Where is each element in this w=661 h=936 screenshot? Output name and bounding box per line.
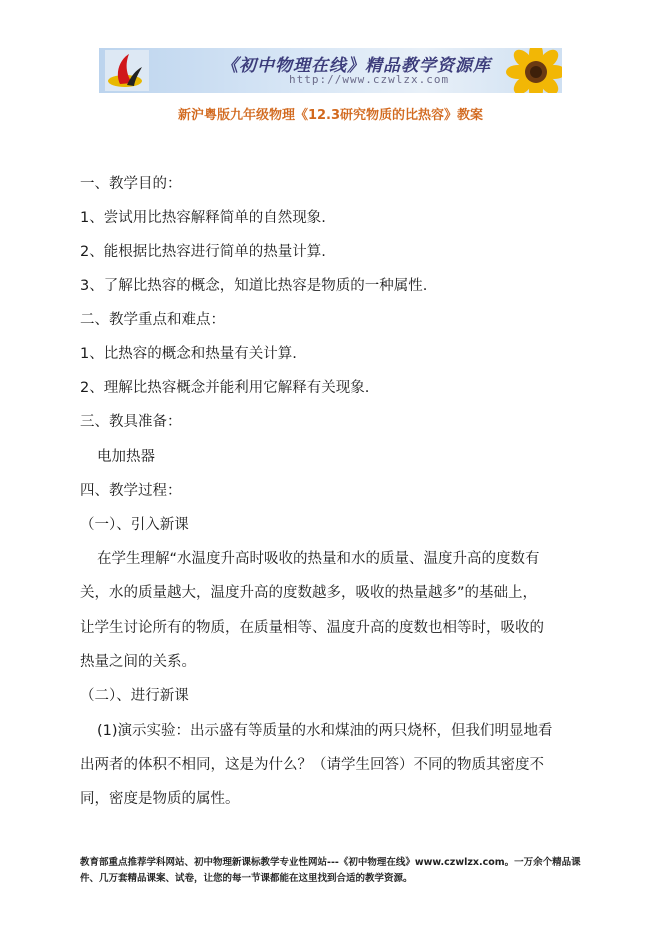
section-heading-equipment: 三、教具准备： [80,414,182,430]
equipment-item: 电加热器 [97,449,155,465]
sunflower-icon [496,48,562,93]
site-logo-icon [105,50,149,91]
footer-note [80,855,620,887]
objective-item-1: 1、尝试用比热容解释简单的自然现象. [80,210,326,226]
section-heading-objectives: 一、教学目的： [80,176,182,192]
key-point-item-1: 1、比热容的概念和热量有关计算. [80,346,297,362]
paragraph-line: (1)演示实验：出示盛有等质量的水和煤油的两只烧杯，但我们明显地看 [97,723,553,739]
footer-line-1: 教育部重点推荐学科网站、初中物理新课标教学专业性网站---《初中物理在线》www.czwlzx.com。一万余个精品课 [80,857,581,868]
footer-line-2: 件、几万套精品课案、试卷，让您的每一节课都能在这里找到合适的教学资源。 [80,873,413,884]
banner-title: 《初中物理在线》精品教学资源库 [221,56,491,76]
paragraph-line: 热量之间的关系。 [80,654,196,670]
objective-item-2: 2、能根据比热容进行简单的热量计算. [80,244,326,260]
subsection-heading-new-lesson: （二）、进行新课 [80,688,189,704]
banner-url[interactable]: http://www.czwlzx.com [289,73,450,86]
paragraph-line: 让学生讨论所有的物质，在质量相等、温度升高的度数也相等时，吸收的 [80,620,544,636]
key-point-item-2: 2、理解比热容概念并能利用它解释有关现象. [80,380,370,396]
paragraph-line: 同，密度是物质的属性。 [80,791,240,807]
document-title: 新沪粤版九年级物理《12.3研究物质的比热容》教案 [177,108,484,123]
paragraph-line: 在学生理解“水温度升高时吸收的热量和水的质量、温度升高的度数有 [97,551,540,567]
objective-item-3: 3、了解比热容的概念，知道比热容是物质的一种属性. [80,278,428,294]
header-banner [99,48,562,93]
paragraph-line: 关，水的质量越大，温度升高的度数越多，吸收的热量越多”的基础上， [80,585,538,601]
section-heading-key-points: 二、教学重点和难点： [80,312,225,328]
subsection-heading-intro: （一）、引入新课 [80,517,189,533]
section-heading-process: 四、教学过程： [80,483,182,499]
paragraph-line: 出两者的体积不相同，这是为什么？（请学生回答）不同的物质其密度不 [80,757,544,773]
